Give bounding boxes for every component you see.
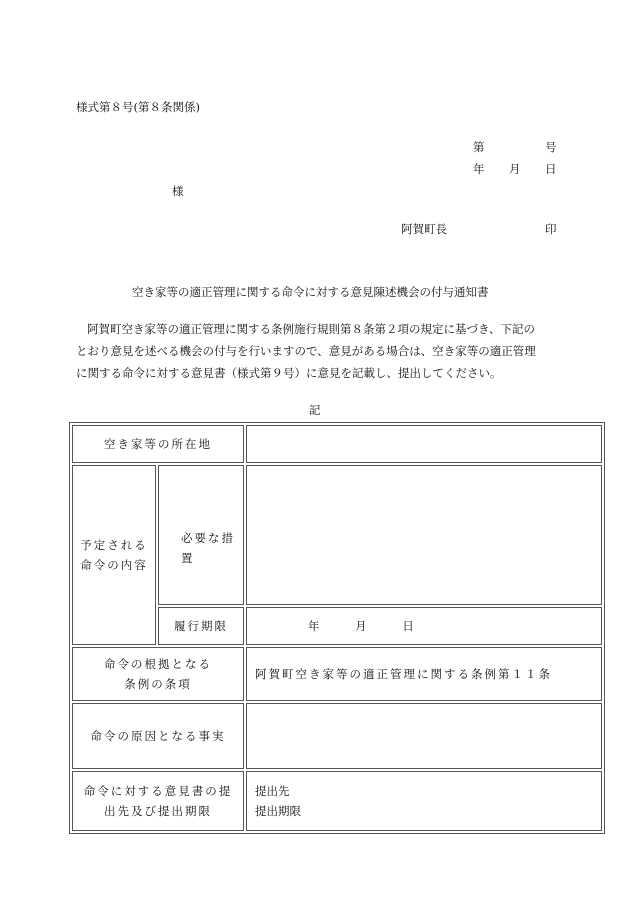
basis-label <box>72 647 244 701</box>
ki-label: 記 <box>309 403 321 417</box>
issuer-name: 阿賀町長 <box>401 222 447 236</box>
deadline-value <box>246 607 602 645</box>
date-month-label: 月 <box>509 162 521 176</box>
deadline-day: 日 <box>402 619 414 633</box>
cause-label: 命令の原因となる事実 <box>72 703 244 769</box>
location-value <box>246 425 602 463</box>
table-row <box>72 771 602 831</box>
table-row <box>72 425 602 463</box>
document-number-suffix: 号 <box>545 140 557 154</box>
submission-label <box>72 771 244 831</box>
date-day-label: 日 <box>545 162 557 176</box>
body-line: に関する命令に対する意見書（様式第９号）に意見を記載し、提出してください。 <box>76 366 502 380</box>
location-label: 空き家等の所在地 <box>72 425 244 463</box>
table-row <box>72 465 602 605</box>
document-number-prefix: 第 <box>473 140 485 154</box>
form-number: 様式第８号(第８条関係) <box>76 100 200 114</box>
deadline-label: 履行期限 <box>158 607 244 645</box>
submission-label-line: 出先及び提出期限 <box>104 804 212 818</box>
table-row <box>72 703 602 769</box>
measures-value <box>246 465 602 605</box>
order-content-label <box>72 465 156 645</box>
document-title: 空き家等の適正管理に関する命令に対する意見陳述機会の付与通知書 <box>132 285 489 299</box>
submission-label-line: 命令に対する意見書の提 <box>83 784 233 798</box>
submission-to: 提出先 <box>255 784 290 798</box>
submission-value <box>246 771 602 831</box>
deadline-month: 月 <box>355 619 367 633</box>
deadline-year: 年 <box>308 619 320 633</box>
addressee-honorific: 様 <box>172 184 184 198</box>
body-line: 阿賀町空き家等の適正管理に関する条例施行規則第８条第２項の規定に基づき、下記の <box>87 322 536 336</box>
table-row <box>72 647 602 701</box>
basis-label-line: 条例の条項 <box>124 677 192 691</box>
basis-label-line: 命令の根拠となる <box>104 657 212 671</box>
cause-value <box>246 703 602 769</box>
basis-value: 阿賀町空き家等の適正管理に関する条例第１１条 <box>246 647 602 701</box>
measures-label: 必要な措置 <box>158 465 244 605</box>
order-content-label-line: 命令の内容 <box>80 558 148 572</box>
order-content-label-line: 予定される <box>80 538 148 552</box>
body-line: とおり意見を述べる機会の付与を行いますので、意見がある場合は、空き家等の適正管理 <box>76 344 536 358</box>
submission-deadline: 提出期限 <box>255 804 301 818</box>
date-year-label: 年 <box>473 162 485 176</box>
body-paragraph <box>76 318 558 384</box>
seal-mark: 印 <box>545 222 557 236</box>
detail-table <box>69 422 605 834</box>
